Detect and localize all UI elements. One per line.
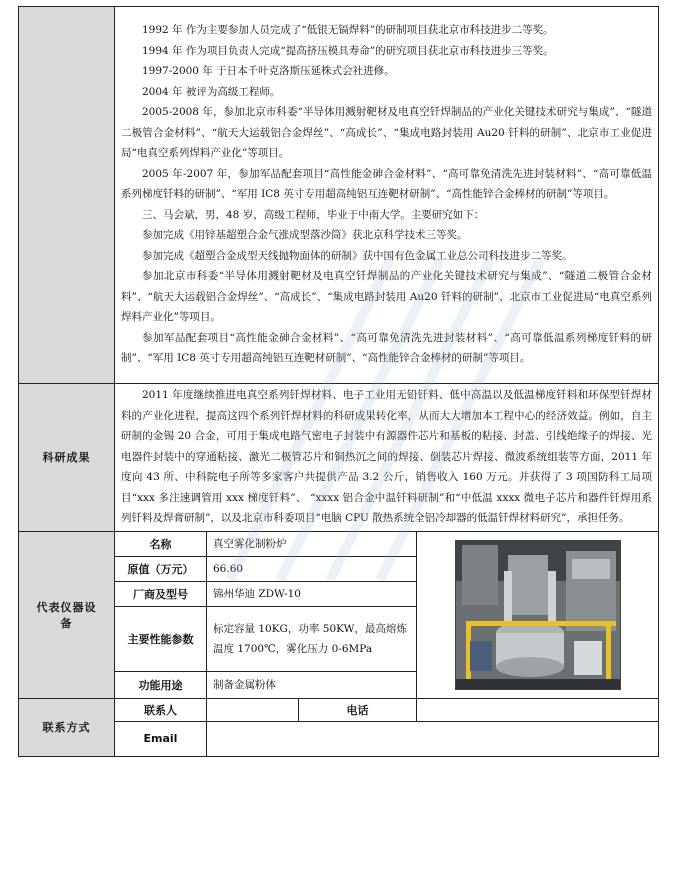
history-paragraph: 参加军品配套项目“高性能金砷合金材料”、“高可靠免清洗先进封装材料”、“高可靠低温系列梯度钎料的研制”、“军用 IC8 英寸专用超高纯铝互连靶材研制”、“高性能锌合金棒材的研制”等项目。 bbox=[121, 331, 652, 365]
contact-row bbox=[19, 698, 659, 721]
contact-label: 联系方式 bbox=[19, 698, 115, 756]
results-label: 科研成果 bbox=[19, 384, 115, 532]
vacuum-furnace-photo bbox=[455, 540, 621, 690]
history-paragraph: 参加完成《用锌基超塑合金气涨成型落沙筒》获北京科学技术三等奖。 bbox=[142, 229, 468, 242]
history-paragraph: 参加北京市科委“半导体用溅射靶材及电真空钎焊制品的产业化关键技术研究与集成”、“隧道二极管合金材料”、“航天大运载铝合金焊丝”、“高成长”、“集成电路封装用 Au20 钎料的研制”、北京市工业促进局“电真空系列焊料产业化”等项目。 bbox=[121, 270, 652, 324]
contact-person-label: 联系人 bbox=[115, 698, 207, 721]
history-text bbox=[115, 7, 659, 384]
history-paragraph: 1994 年 作为项目负责人完成“提高挤压模具寿命”的研究项目获北京市科技进步三等奖。 bbox=[142, 44, 554, 57]
info-table bbox=[18, 6, 659, 757]
equipment-key-value: 原值（万元） bbox=[115, 556, 207, 581]
equipment-key-usage: 功能用途 bbox=[115, 671, 207, 698]
document-sheet bbox=[18, 6, 658, 757]
equipment-label: 代表仪器设备 bbox=[19, 531, 115, 698]
contact-phone-value bbox=[417, 698, 659, 721]
results-row bbox=[19, 384, 659, 532]
history-paragraph: 参加完成《超塑合金成型天线抛物面体的研制》获中国有色金属工业总公司科技进步二等奖。 bbox=[142, 249, 573, 262]
contact-email-value bbox=[207, 721, 659, 756]
equipment-value-name: 真空雾化制粉炉 bbox=[207, 531, 417, 556]
equipment-key-name: 名称 bbox=[115, 531, 207, 556]
history-paragraph: 2005-2008 年，参加北京市科委“半导体用溅射靶材及电真空钎焊制品的产业化关键技术研究与集成”、“隧道二极管合金材料”、“航天大运载铝合金焊丝”、“高成长”、“集成电路封装用 Au20 钎料的研制”、北京市工业促进局“电真空系列焊料产业化”等项目。 bbox=[121, 106, 652, 160]
history-paragraph: 1992 年 作为主要参加人员完成了“低银无镉焊料”的研制项目获北京市科技进步二等奖。 bbox=[142, 24, 554, 37]
history-label bbox=[19, 7, 115, 384]
results-text bbox=[115, 384, 659, 532]
results-paragraph: 2011 年度继续推进电真空系列钎焊材料、电子工业用无铅钎料、低中高温以及低温梯度钎料和环保型钎焊材料的产业化进程，提高这四个系列钎焊材料的科研成果转化率，从而大大增加本工程中心的经济效益。例如，自主研制的金锡 20 合金，可用于集成电路气密电子封装中有源器件芯片和基板的粘接、封盖、引线绝缘子的焊接、光电器件封装中的穿通粘接、激光二极管芯片和铜热沉之间的焊接、倒装芯片焊接、微波系统组装等方面，2011 年度向 43 所、中科院电子所等多家客户共提供产品 3.2 公斤，销售收入 160 万元。并获得了 3 项国防科工局项目“xxx 多注速调管用 xxx 梯度钎料”、 “xxxx 铝合金中温钎料研制”和“中低温 xxxx 微电子芯片和器件钎焊用系列钎料及焊膏研制”，以及北京市科委项目“电脑 CPU 散热系统全铝冷却器的低温钎焊材料研究”，承担任务。 bbox=[121, 389, 652, 524]
equipment-key-model: 厂商及型号 bbox=[115, 581, 207, 606]
contact-phone-label: 电话 bbox=[299, 698, 417, 721]
history-paragraph: 2004 年 被评为高级工程师。 bbox=[142, 85, 281, 98]
equipment-value-model: 锦州华迪 ZDW-10 bbox=[207, 581, 417, 606]
history-row bbox=[19, 7, 659, 384]
furnace-illustration bbox=[456, 541, 620, 689]
equipment-row bbox=[19, 531, 659, 556]
contact-email-label: Email bbox=[115, 721, 207, 756]
equipment-value-value: 66.60 bbox=[207, 556, 417, 581]
contact-person-value bbox=[207, 698, 299, 721]
equipment-key-params: 主要性能参数 bbox=[115, 606, 207, 671]
equipment-photo-cell bbox=[417, 531, 659, 698]
history-paragraph: 1997-2000 年 于日本千叶克洛斯压延株式会社进修。 bbox=[142, 65, 395, 78]
equipment-value-usage: 制备金属粉体 bbox=[207, 671, 417, 698]
history-paragraph: 2005 年-2007 年，参加军品配套项目“高性能金砷合金材料”、“高可靠免清洗先进封装材料”、“高可靠低温系列梯度钎料的研制”、“军用 IC8 英寸专用超高纯铝互连靶材研制”、“高性能锌合金棒材的研制”等项目。 bbox=[121, 167, 652, 201]
contact-row bbox=[19, 721, 659, 756]
history-paragraph: 三、马会斌，男，48 岁，高级工程师，毕业于中南大学。主要研究如下： bbox=[142, 208, 485, 221]
equipment-value-params: 标定容量 10KG，功率 50KW，最高熔炼温度 1700℃，雾化压力 0-6MPa bbox=[207, 606, 417, 671]
